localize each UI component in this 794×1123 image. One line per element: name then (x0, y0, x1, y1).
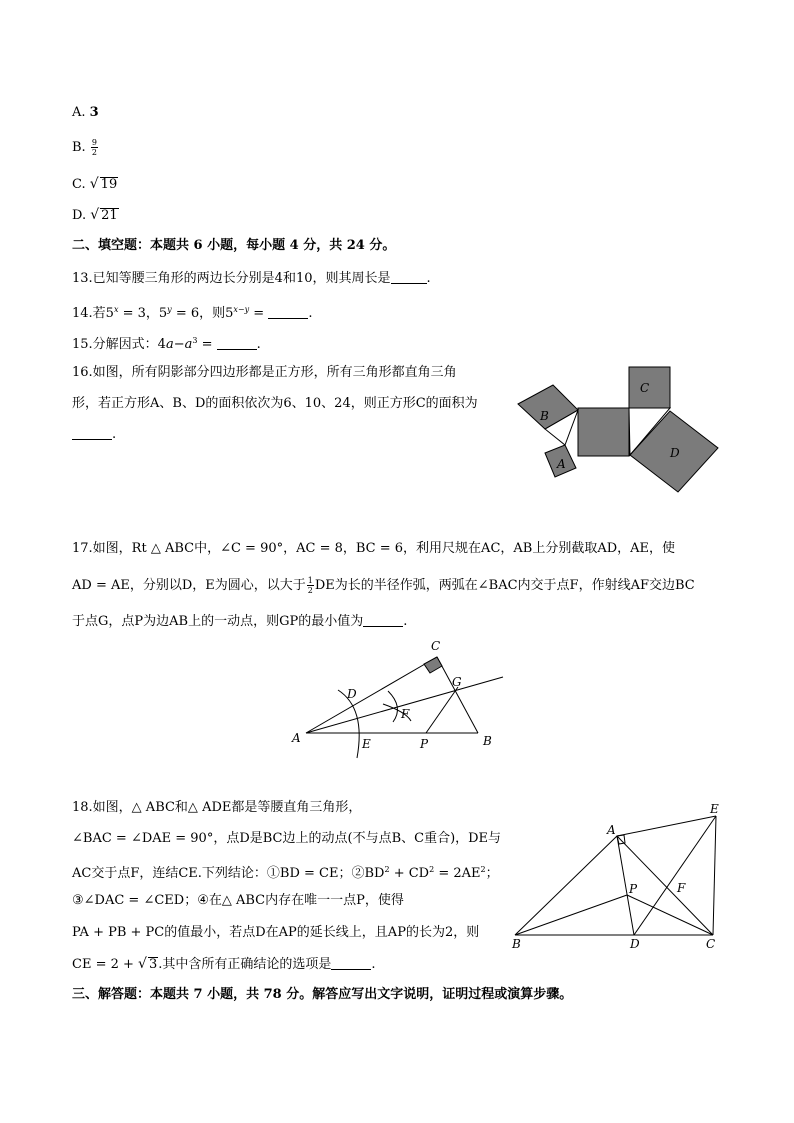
question-14: 14.若$5^x = 3$，$5^y = 6$，则$5^{x-y}$ = . (72, 305, 313, 321)
label-b: B (512, 937, 521, 951)
question-18-line-3: AC交于点F，连结CE.下列结论：①BD = CE；$②BD^2 + CD^2 = 2AE^2$； (72, 865, 499, 881)
question-13 (72, 270, 431, 288)
label-p: P (420, 737, 429, 751)
option-a-letter: A. (72, 105, 90, 120)
answer-blank-17[interactable] (363, 613, 403, 627)
question-17-line-3: 于点G，点P为边AB上的一动点，则GP的最小值为 . (72, 614, 408, 629)
label-b: B (540, 409, 549, 423)
question-18-line-5: PA + PB + PC的值最小，若点D在AP的延长线上，且AP的长为2，则 (72, 925, 480, 940)
question-16-line-1: 16.如图，所有阴影部分四边形都是正方形，所有三角形都直角三角 (72, 365, 457, 380)
question-18-line-1: 18.如图，△ ABC和△ ADE都是等腰直角三角形， (72, 800, 362, 815)
right-angle-mark (424, 657, 442, 673)
option-b-letter: B. (72, 140, 90, 155)
label-d: D (630, 937, 640, 951)
option-d-letter: D. (72, 208, 91, 223)
label-g: G (452, 675, 462, 689)
label-e: E (710, 802, 719, 816)
answer-blank-18[interactable] (331, 956, 371, 970)
question-18-line-4: ③∠DAC = ∠CED；④在△ ABC内存在唯一一点P，使得 (72, 893, 404, 908)
question-15: 15.分解因式：$4a-a^3$ = . (72, 336, 261, 352)
label-a: A (607, 823, 616, 837)
question-13-end: . (426, 271, 431, 286)
label-c: C (431, 639, 441, 653)
square-c (629, 367, 670, 408)
label-a: A (292, 731, 301, 745)
question-18-line-2: ∠BAC = ∠DAE = 90°，点D是BC边上的动点(不与点B、C重合)，DE与 (72, 831, 502, 846)
answer-blank-15[interactable] (217, 336, 257, 350)
label-d: D (670, 446, 680, 460)
label-c: C (706, 937, 716, 951)
option-c-letter: C. (72, 177, 90, 192)
option-d: D. √ 21 (72, 207, 118, 223)
label-e: E (362, 737, 371, 751)
figure-squares (510, 362, 725, 490)
answer-blank-14[interactable] (268, 305, 308, 319)
label-p: P (629, 882, 638, 896)
option-a (72, 104, 99, 122)
label-d: D (347, 687, 357, 701)
answer-blank-16[interactable] (72, 426, 112, 440)
question-18-line-6: CE = 2 + √ 3.其中含所有正确结论的选项是 . (72, 956, 376, 972)
center-square (578, 408, 629, 456)
answer-blank-13[interactable] (391, 270, 427, 284)
option-b-fraction: $\frac{9}{2}$ (91, 138, 97, 157)
figure-triangle-abc (288, 636, 508, 754)
figure-isosceles-right-triangles (508, 800, 728, 950)
question-16-line-2: 形，若正方形A、B、D的面积依次为6、10、24，则正方形C的面积为 (72, 396, 478, 411)
label-a: A (557, 457, 566, 471)
question-17-line-2: AD = AE，分别以D，E为圆心，以大于 $\frac{1}{2}$ DE为长的半径作弧，两弧在∠BAC内交于点F，作射线AF交边BC (72, 576, 695, 595)
fraction-one-half: $\frac{1}{2}$ (307, 576, 313, 595)
question-16-line-3: . (72, 426, 116, 444)
option-d-radicand: 21 (101, 208, 118, 223)
label-b: B (483, 734, 492, 748)
option-a-value: 3 (89, 105, 99, 120)
question-17-line-1: 17.如图，Rt △ ABC中，∠C = 90°，AC = 8，BC = 6，利用尺规在AC，AB上分别截取AD，AE，使 (72, 541, 676, 556)
label-c: C (640, 381, 650, 395)
label-f: F (401, 707, 410, 721)
label-f: F (677, 881, 686, 895)
option-b (72, 138, 99, 157)
section-3-heading: 三、解答题：本题共 7 小题，共 78 分。解答应写出文字说明，证明过程或演算步骤。 (72, 987, 573, 1002)
option-c: C. √ 19 (72, 176, 118, 192)
question-13-text: 13.已知等腰三角形的两边长分别是4和10，则其周长是 (72, 271, 391, 286)
section-2-heading: 二、填空题：本题共 6 小题，每小题 4 分，共 24 分。 (72, 238, 396, 253)
option-c-radicand: 19 (100, 177, 118, 192)
